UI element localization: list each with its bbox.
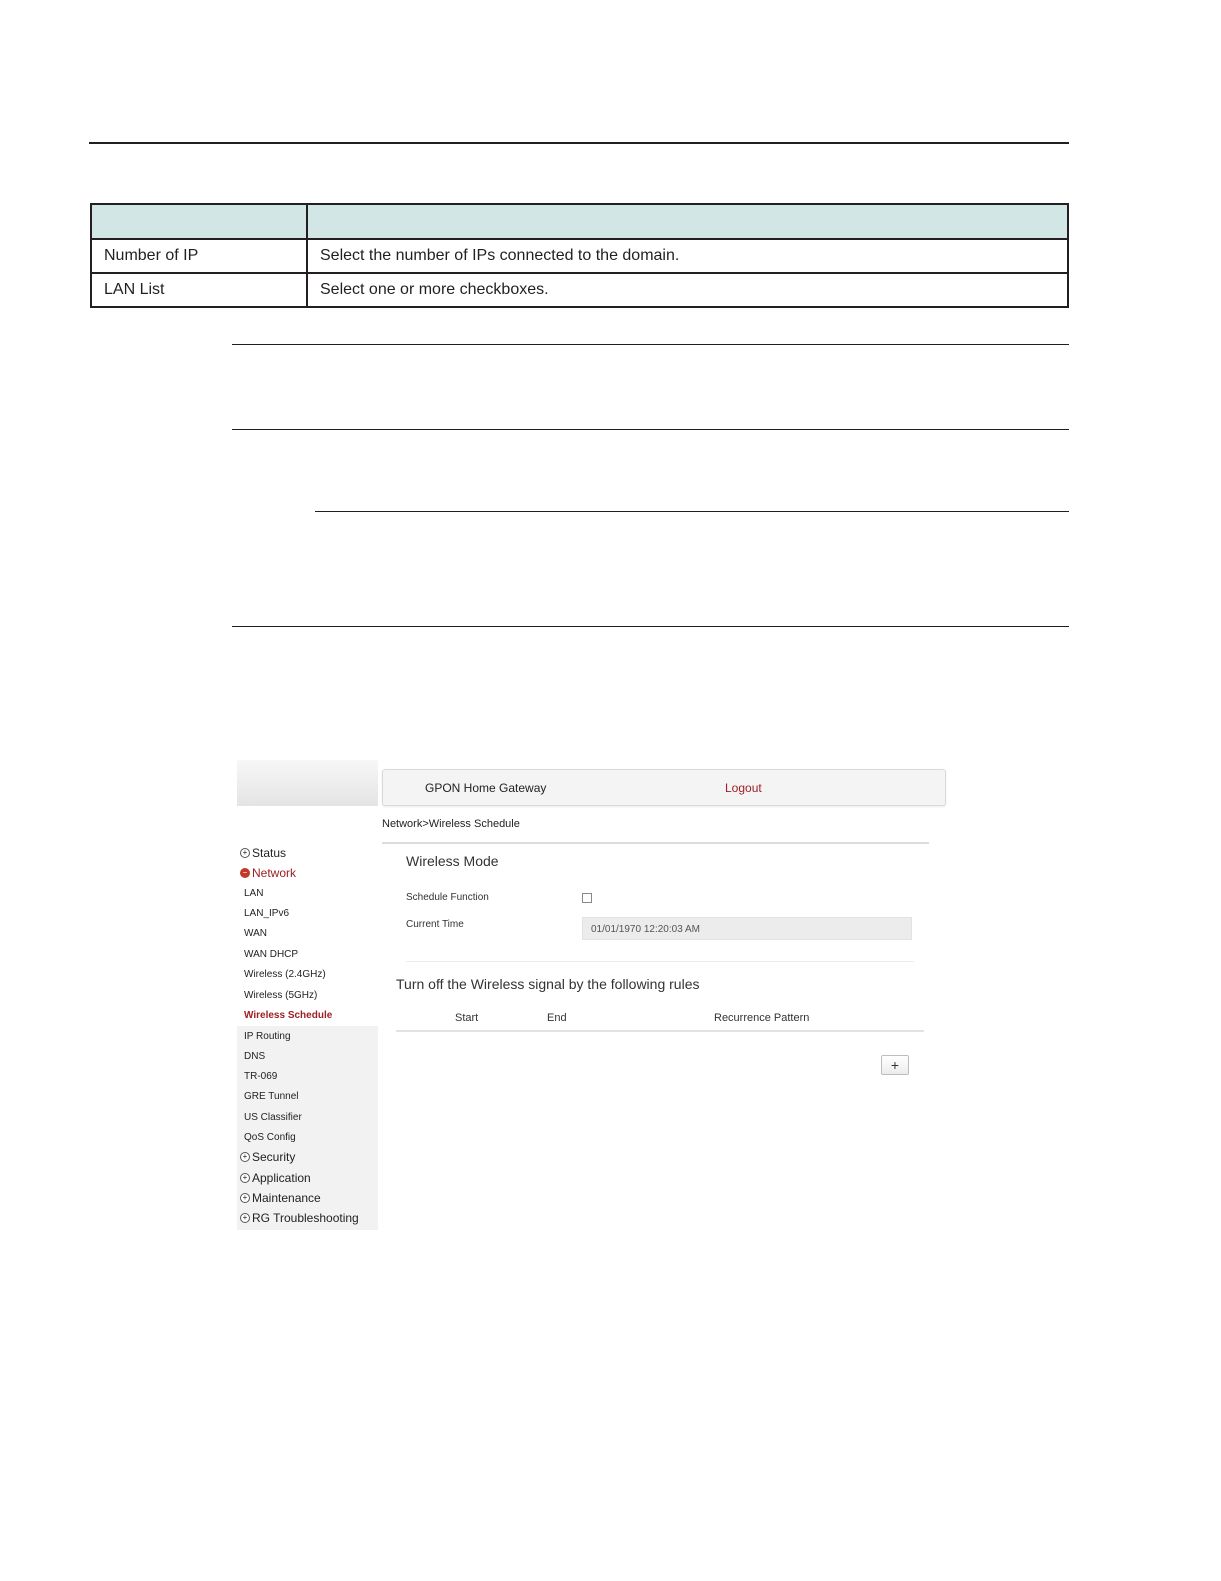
sidebar-subitem-wireless-schedule[interactable]: Wireless Schedule — [244, 1010, 333, 1021]
sidebar-subitem-gre-tunnel[interactable]: GRE Tunnel — [244, 1091, 299, 1102]
table-header-row — [91, 204, 1068, 239]
sidebar-item-network[interactable] — [237, 866, 296, 880]
wireless-mode-title: Wireless Mode — [406, 853, 499, 869]
table-cell-field: Number of IP — [91, 239, 307, 273]
table-header-description — [307, 204, 1068, 239]
gateway-title: GPON Home Gateway — [425, 781, 547, 795]
breadcrumb: Network>Wireless Schedule — [382, 818, 520, 830]
subsection-rule — [315, 511, 1069, 512]
sidebar-item-rg-troubleshooting[interactable] — [237, 1211, 359, 1225]
schedule-function-checkbox[interactable] — [582, 893, 592, 903]
table-header-field — [91, 204, 307, 239]
section-rule — [232, 626, 1069, 627]
sidebar-subitem-wan-dhcp[interactable]: WAN DHCP — [244, 949, 299, 960]
sidebar-item-security[interactable] — [237, 1150, 295, 1164]
rules-title: Turn off the Wireless signal by the following rules — [396, 976, 700, 992]
sidebar-item-label: Security — [252, 1150, 296, 1164]
table-row — [91, 273, 1068, 307]
sidebar-item-application[interactable] — [237, 1171, 311, 1185]
sidebar-item-label: RG Troubleshooting — [252, 1211, 359, 1225]
parameter-table — [90, 203, 1069, 308]
divider — [406, 961, 914, 962]
top-bar — [382, 769, 946, 806]
table-cell-description: Select one or more checkboxes. — [307, 273, 1068, 307]
logo-area — [237, 760, 378, 806]
divider — [382, 842, 929, 844]
column-header-start: Start — [455, 1012, 479, 1024]
sidebar-subitem-us-classifier[interactable]: US Classifier — [244, 1112, 302, 1123]
sidebar-subitem-tr069[interactable]: TR-069 — [244, 1071, 278, 1082]
sidebar-subitem-wireless-24[interactable]: Wireless (2.4GHz) — [244, 969, 326, 980]
expand-icon: + — [240, 1213, 250, 1223]
gateway-screenshot — [237, 760, 949, 1230]
sidebar-item-label: Network — [252, 866, 297, 880]
top-rule — [89, 142, 1069, 144]
section-rule — [232, 344, 1069, 345]
sidebar-item-maintenance[interactable] — [237, 1191, 321, 1205]
expand-icon: + — [240, 1152, 250, 1162]
sidebar-item-status[interactable] — [237, 846, 286, 860]
sidebar-subitem-wireless-5[interactable]: Wireless (5GHz) — [244, 990, 318, 1001]
collapse-icon: − — [240, 868, 250, 878]
expand-icon: + — [240, 1173, 250, 1183]
expand-icon: + — [240, 1193, 250, 1203]
divider — [396, 1030, 924, 1032]
column-header-end: End — [547, 1012, 567, 1024]
table-cell-field: LAN List — [91, 273, 307, 307]
column-header-recurrence-pattern: Recurrence Pattern — [714, 1012, 810, 1024]
sidebar-item-label: Application — [252, 1171, 311, 1185]
add-rule-button[interactable]: + — [881, 1055, 909, 1075]
sidebar-item-label: Maintenance — [252, 1191, 321, 1205]
sidebar-subitem-dns[interactable]: DNS — [244, 1051, 266, 1062]
sidebar-subitem-ip-routing[interactable]: IP Routing — [244, 1031, 291, 1042]
table-row — [91, 239, 1068, 273]
logout-link[interactable]: Logout — [725, 781, 762, 795]
sidebar-subitem-wan[interactable]: WAN — [244, 928, 267, 939]
sidebar-subitem-lan[interactable]: LAN — [244, 888, 264, 899]
sidebar — [237, 844, 378, 1230]
schedule-function-label: Schedule Function — [406, 892, 489, 903]
current-time-field: 01/01/1970 12:20:03 AM — [582, 917, 912, 940]
table-cell-description: Select the number of IPs connected to the domain. — [307, 239, 1068, 273]
current-time-label: Current Time — [406, 919, 464, 930]
sidebar-subitem-lan-ipv6[interactable]: LAN_IPv6 — [244, 908, 290, 919]
sidebar-subitem-qos-config[interactable]: QoS Config — [244, 1132, 296, 1143]
sidebar-item-label: Status — [252, 846, 287, 860]
section-rule — [232, 429, 1069, 430]
expand-icon: + — [240, 848, 250, 858]
